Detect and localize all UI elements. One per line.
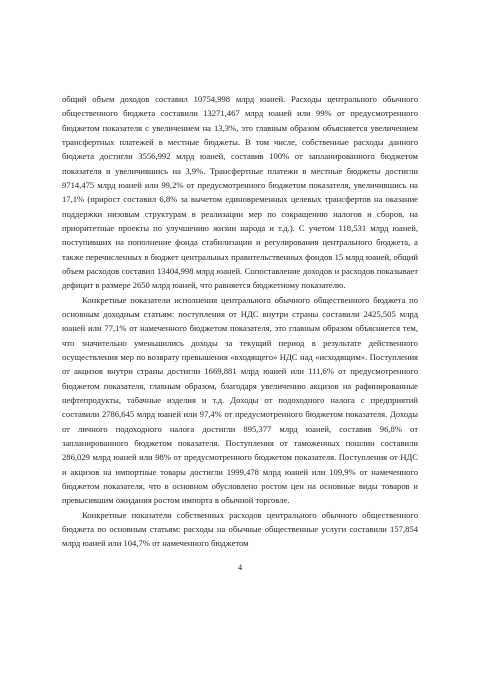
page-number: 4 bbox=[237, 562, 243, 572]
paragraph-revenue-items: Конкретные показатели исполнения центрального обычного общественного бюджета по основным доходным статьям: поступления от НДС внутри страны составили 2425,505 млрд юаней или 77,1% от намеченного бюджетом показателя, это главным образом объясняется тем, что значительно уменьшились доходы за текущий период в результате действенного осуществления мер по возврату превышения «входящего» НДС над «исходящим». Поступления от акцизов внутри страны достигли 1669,881 млрд юаней или 111,6% от предусмотренного бюджетом показателя, главным образом, благодаря увеличению акцизов на рафинированные нефтепродукты, табачные изделия и т.д. Доходы от подоходного налога с предприятий составили 2786,645 млрд юаней или 97,4% от предусмотренного бюджетом показателя. Доходы от личного подоходного налога достигли 895,377 млрд юаней, составив 96,8% от запланированного бюджетом показателя. Поступления от таможенных пошлин составили 286,029 млрд юаней или 98% от предусмотренного бюджетом показателя. Поступления от НДС и акцизов на импортные товары достигли 1999,478 млрд юаней или 109,9% от намеченного бюджетом показателя, что в основном обусловлено ростом цен на основные виды товаров и превысившим ожидания ростом импорта в обычной торговле. bbox=[62, 294, 418, 506]
body-text bbox=[62, 92, 418, 551]
paragraph-budget-execution: общий объем доходов составил 10754,998 млрд юаней. Расходы центрального обычного общественного бюджета составили 13271,467 млрд юаней или 99% от предусмотренного бюджетом показателя с увеличением на 13,3%, это главным образом объясняется увеличением трансфертных платежей в местные бюджеты. В том числе, собственные расходы данного бюджета достигли 3556,992 млрд юаней, составив 100% от запланированного бюджетом показателя и увеличившись на 3,9%. Трансфертные платежи в местные бюджеты достигли 9714,475 млрд юаней или 99,2% от предусмотренного бюджетом показателя, увеличившись на 17,1% (прирост составил 6,8% за вычетом единовременных целевых трансфертов на оказание поддержки низовым структурам в реализации мер по сокращению налогов и сборов, на приоритетные проекты по улучшению жизни народа и т.д.). С учетом 118,531 млрд юаней, поступивших на пополнение фонда стабилизации и регулирования центрального бюджета, а также перечисленных в бюджет центральных правительственных фондов 15 млрд юаней, общий объем расходов составил 13404,998 млрд юаней. Сопоставление доходов и расходов показывает дефицит в размере 2650 млрд юаней, что равняется бюджетному показателю. bbox=[62, 94, 418, 291]
paragraph-expenditure-items: Конкретные показатели собственных расходов центрального обычного общественного бюджета по основным статьям: расходы на обычные общественные услуги составили 157,854 млрд юаней или 104,7% от намеченного бюджетом bbox=[62, 509, 418, 549]
